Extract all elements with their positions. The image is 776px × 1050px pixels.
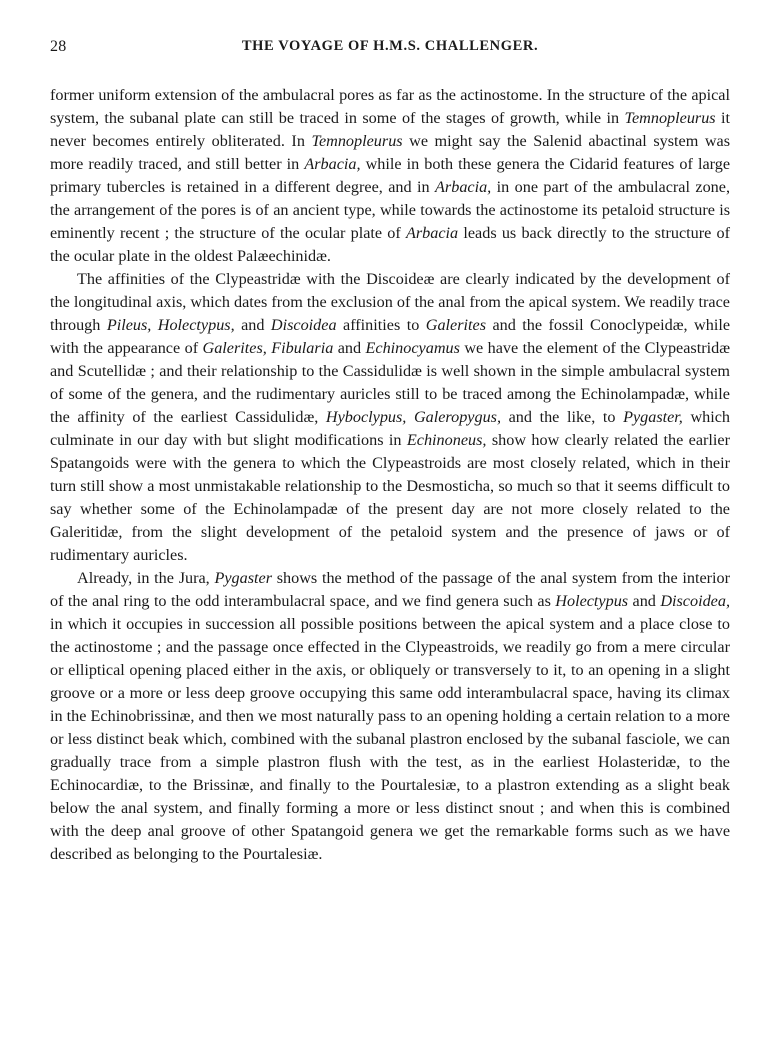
text-run: affinities to bbox=[336, 316, 426, 334]
italic-term: Holectypus bbox=[555, 592, 629, 610]
text-run: in which it occupies in succession all possible positions between the apical system and a place close to the actinostome ; and the passage once effected in the Clypeastroids, we readily go from a mere circular or elliptical opening placed either in the axis, or obliquely or transversely to it, to an opening in a slight groove or a more or less deep groove occupying this same odd interambulacral space, having its climax in the Echinobrissinæ, and then we most naturally pass to an opening holding a certain relation to a more or less distinct beak which, combined with the subanal plastron enclosed by the subanal fasciole, we can gradually trace from a simple plastron flush with the test, as in the earliest Holasteridæ, to the Echinocardiæ, to the Brissinæ, and finally to the Pourtalesiæ, to a plastron extending as a slight beak below the anal system, and finally forming a more or less distinct snout ; and when this is combined with the deep anal groove of other Spatangoid genera we get the remarkable forms such as we have described as belonging to the Pourtalesiæ. bbox=[50, 615, 730, 863]
italic-term: Temnopleurus bbox=[624, 109, 716, 127]
italic-term: Galerites bbox=[425, 316, 486, 334]
running-title: THE VOYAGE OF H.M.S. CHALLENGER. bbox=[241, 38, 539, 54]
text-run: we have the element of the Clypeastridæ and Scutellidæ ; and their relationship to the Cassidulidæ is well shown in the simple ambulacral system of some of the genera, and the rudimentary auricles still to be traced among the Echinolampadæ, while the affinity of the earliest Cassidulidæ, bbox=[50, 339, 730, 426]
italic-term: Arbacia, bbox=[435, 178, 492, 196]
italic-term: Temnopleurus bbox=[311, 132, 403, 150]
text-run: and bbox=[234, 316, 271, 334]
text-run: leads us back directly to the structure of the ocular plate in the oldest Palæechinidæ. bbox=[50, 224, 730, 265]
text-run: shows the method of the passage of the anal system from the interior of the anal ring to the odd interambulacral space, and we find genera such as bbox=[50, 569, 731, 610]
text-run: while in both these genera the Cidarid features of large primary tubercles is retained in a different degree, and in bbox=[50, 155, 731, 196]
text-run: in one part of the ambulacral zone, the arrangement of the pores is of an ancient type, while towards the actinostome its petaloid structure is eminently recent ; the structure of the ocular plate of bbox=[50, 178, 730, 242]
text-run: and the fossil Conoclypeidæ, while with the appearance of bbox=[50, 316, 731, 357]
text-run: and bbox=[628, 592, 661, 610]
italic-term: Echinocyamus bbox=[365, 339, 460, 357]
paragraph bbox=[50, 268, 730, 567]
italic-term: Pygaster, bbox=[623, 408, 683, 426]
italic-term: Pileus, Holectypus, bbox=[106, 316, 235, 334]
text-run: which culminate in our day with but slight modifications in bbox=[50, 408, 731, 449]
italic-term: Discoidea bbox=[270, 316, 337, 334]
italic-term: Arbacia bbox=[405, 224, 459, 242]
italic-term: Hyboclypus, Galeropygus, bbox=[325, 408, 502, 426]
text-run: show how clearly related the earlier Spatangoids were with the genera to which the Clypeastroids are most closely related, which in their turn still show a most unmistakable relationship to the Desmosticha, so much so that it seems difficult to say whether some of the Echinolampadæ of the present day are not more closely related to the Galeritidæ, from the slight development of the petaloid system and the presence of jaws or of rudimentary auricles. bbox=[50, 431, 731, 564]
italic-term: Pygaster bbox=[214, 569, 272, 587]
paragraph bbox=[50, 567, 730, 866]
text-run: Already, in the Jura, bbox=[77, 569, 215, 587]
text-run: former uniform extension of the ambulacral pores as far as the actinostome. In the structure of the apical system, the subanal plate can still be traced in some of the stages of growth, while in bbox=[50, 86, 730, 127]
running-head bbox=[50, 38, 730, 64]
paragraph bbox=[50, 84, 730, 268]
italic-term: Galerites, Fibularia bbox=[202, 339, 334, 357]
italic-term: Discoidea, bbox=[660, 592, 730, 610]
italic-term: Arbacia, bbox=[304, 155, 361, 173]
text-run: we might say the Salenid abactinal system was more readily traced, and still better in bbox=[50, 132, 730, 173]
page bbox=[50, 38, 730, 866]
text-run: and bbox=[333, 339, 366, 357]
page-number: 28 bbox=[50, 38, 67, 55]
text-run: The affinities of the Clypeastridæ with the Discoideæ are clearly indicated by the development of the longitudinal axis, which dates from the exclusion of the anal from the apical system. We readily trace through bbox=[50, 270, 730, 334]
body-text bbox=[50, 84, 730, 866]
italic-term: Echinoneus, bbox=[406, 431, 487, 449]
text-run: it never becomes entirely obliterated. In bbox=[50, 109, 730, 150]
text-run: and the like, to bbox=[501, 408, 624, 426]
